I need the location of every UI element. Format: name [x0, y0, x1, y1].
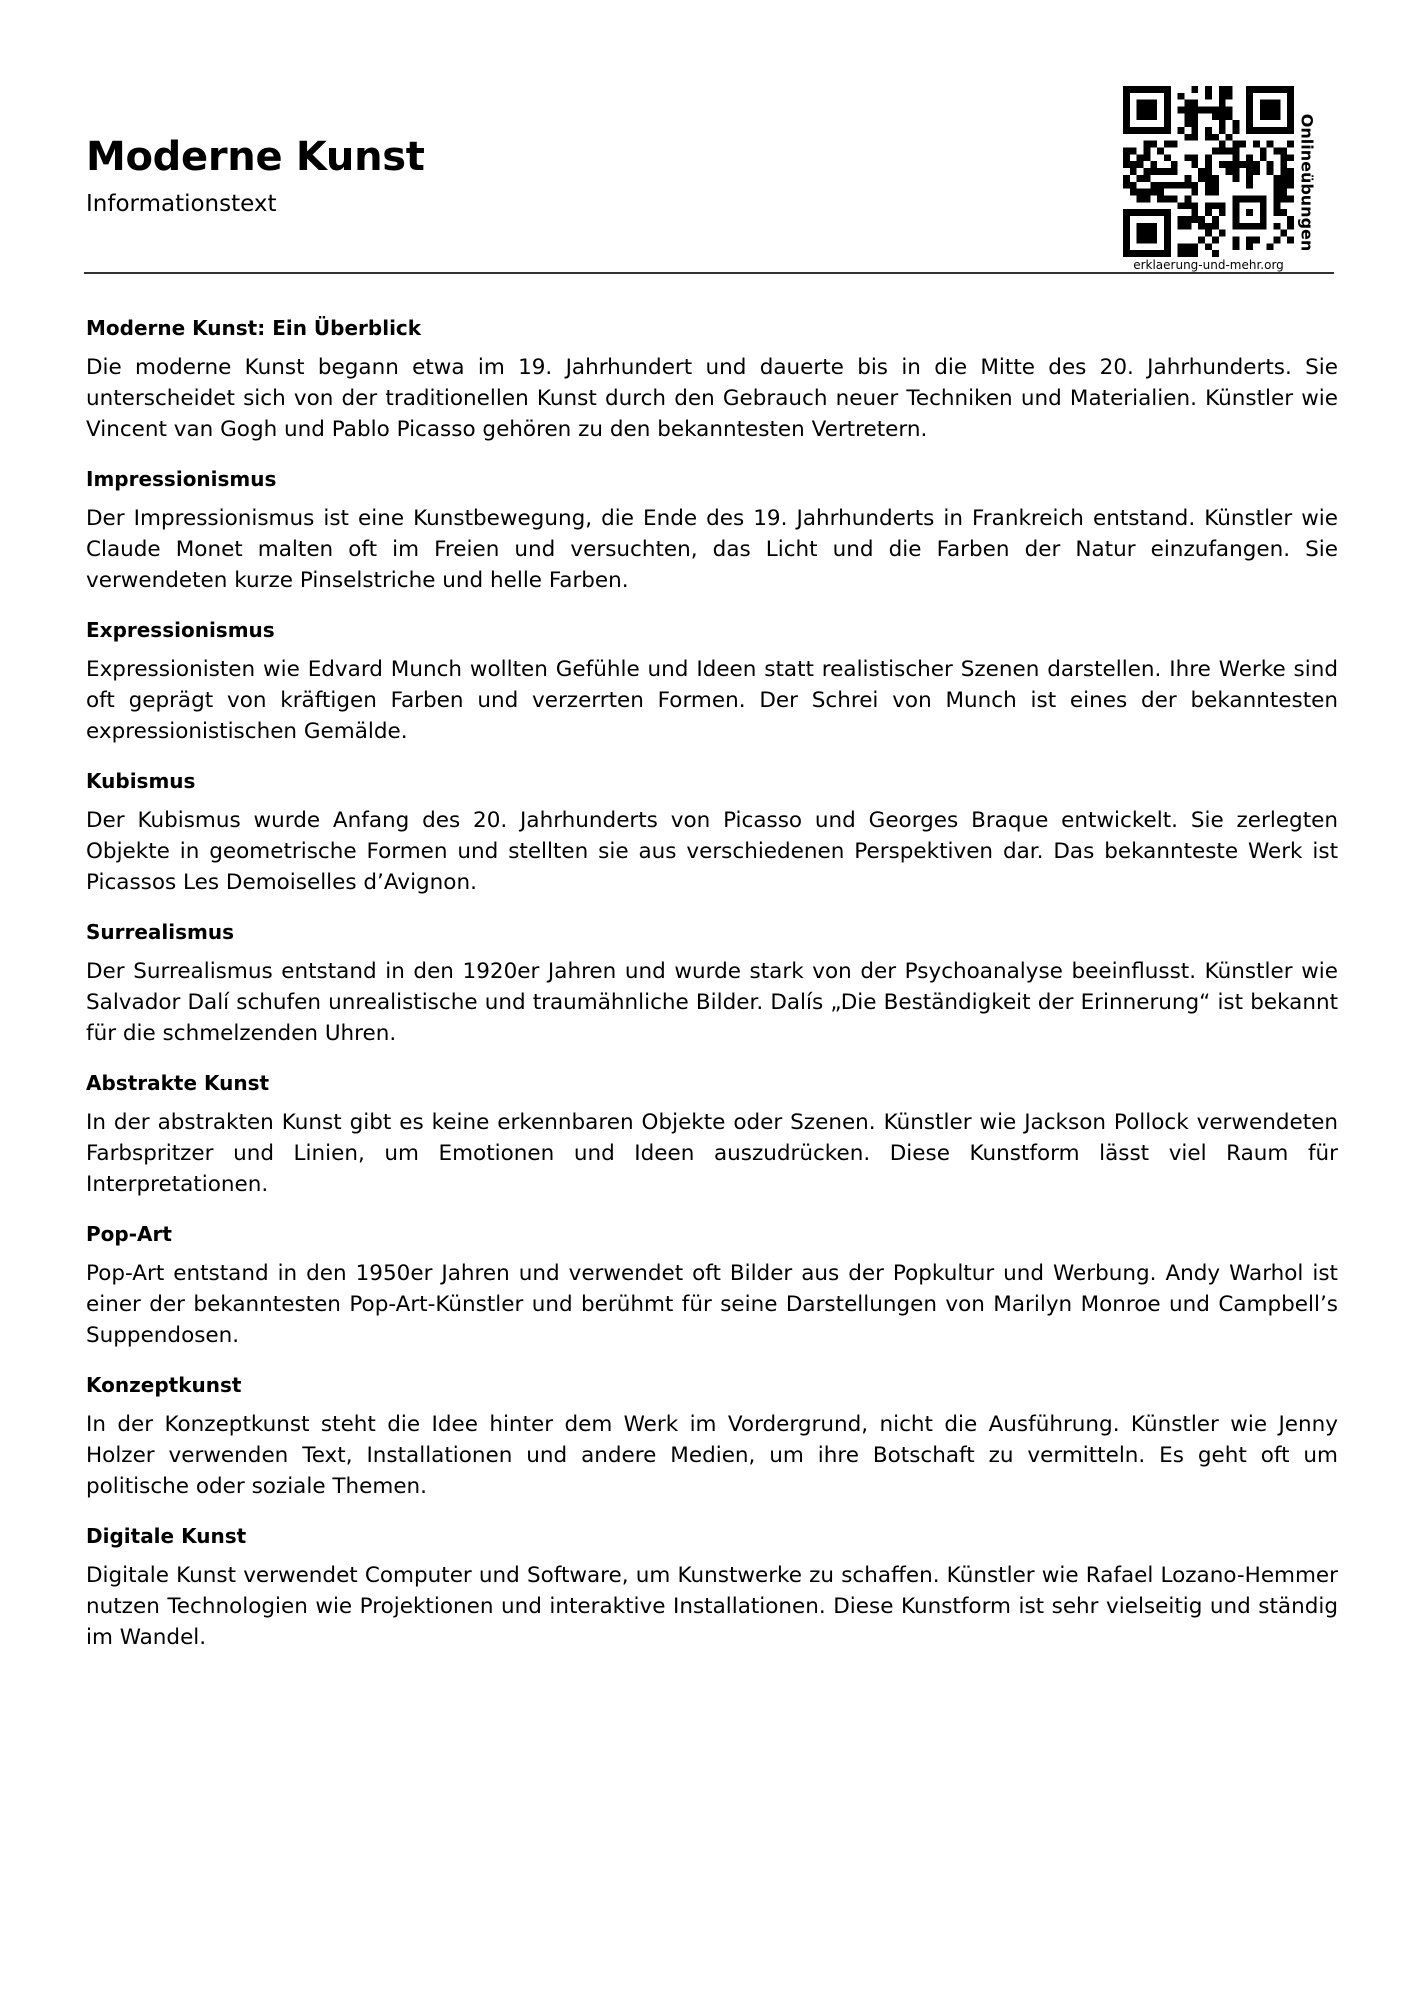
section-paragraph: Die moderne Kunst begann etwa im 19. Jahrhundert und dauerte bis in die Mitte des 20. Jahrhunderts. Sie unterscheidet sich von der traditionellen Kunst durch den Gebrauch neuer Techniken und Materialien. Künstler wie Vincent van Gogh und Pablo Picasso gehören zu den bekanntesten Vertretern.: [86, 355, 1338, 442]
section-heading: Expressionismus: [86, 618, 275, 642]
section-heading: Moderne Kunst: Ein Überblick: [86, 316, 422, 340]
section-paragraph: Der Surrealismus entstand in den 1920er Jahren und wurde stark von der Psychoanalyse beeinflusst. Künstler wie Salvador Dalí schufen unrealistische und traumähnliche Bilder. Dalís „Die Beständigkeit der Erinnerung“ ist bekannt für die schmelzenden Uhren.: [86, 959, 1338, 1046]
section-heading: Konzeptkunst: [86, 1373, 242, 1397]
section-digitale-kunst: [86, 1524, 1338, 1653]
online-exercises-label: [1292, 107, 1322, 257]
section-abstrakte-kunst: [86, 1071, 1338, 1200]
side-label-text: Onlineübungen: [1297, 113, 1317, 251]
section-heading: Digitale Kunst: [86, 1524, 247, 1548]
section-overview: [86, 316, 1338, 445]
section-paragraph: In der Konzeptkunst steht die Idee hinter dem Werk im Vordergrund, nicht die Ausführung. Künstler wie Jenny Holzer verwenden Text, Installationen und andere Medien, um ihre Botschaft zu vermitteln. Es geht oft um politische oder soziale Themen.: [86, 1412, 1338, 1499]
section-heading: Surrealismus: [86, 920, 235, 944]
section-impressionismus: [86, 467, 1338, 596]
section-paragraph: Pop-Art entstand in den 1950er Jahren und verwendet oft Bilder aus der Popkultur und Werbung. Andy Warhol ist einer der bekanntesten Pop-Art-Künstler und berühmt für seine Darstellungen von Marilyn Monroe und Campbell’s Suppendosen.: [86, 1261, 1338, 1348]
info-text-body: [86, 316, 1338, 1675]
section-kubismus: [86, 769, 1338, 898]
section-paragraph: Digitale Kunst verwendet Computer und Software, um Kunstwerke zu schaffen. Künstler wie Rafael Lozano-Hemmer nutzen Technologien wie Projektionen und interaktive Installationen. Diese Kunstform ist sehr vielseitig und ständig im Wandel.: [86, 1563, 1338, 1650]
section-paragraph: Der Impressionismus ist eine Kunstbewegung, die Ende des 19. Jahrhunderts in Frankreich entstand. Künstler wie Claude Monet malten oft im Freien und versuchten, das Licht und die Farben der Natur einzufangen. Sie verwendeten kurze Pinselstriche und helle Farben.: [86, 506, 1338, 593]
page-subtitle: Informationstext: [86, 191, 277, 217]
section-paragraph: In der abstrakten Kunst gibt es keine erkennbaren Objekte oder Szenen. Künstler wie Jackson Pollock verwendeten Farbspritzer und Linien, um Emotionen und Ideen auszudrücken. Diese Kunstform lässt viel Raum für Interpretationen.: [86, 1110, 1338, 1197]
section-pop-art: [86, 1222, 1338, 1351]
section-konzeptkunst: [86, 1373, 1338, 1502]
section-paragraph: Expressionisten wie Edvard Munch wollten Gefühle und Ideen statt realistischer Szenen darstellen. Ihre Werke sind oft geprägt von kräftigen Farben und verzerrten Formen. Der Schrei von Munch ist eines der bekanntesten expressionistischen Gemälde.: [86, 657, 1338, 744]
section-heading: Impressionismus: [86, 467, 277, 491]
section-heading: Pop-Art: [86, 1222, 172, 1246]
section-surrealismus: [86, 920, 1338, 1049]
section-heading: Kubismus: [86, 769, 196, 793]
section-paragraph: Der Kubismus wurde Anfang des 20. Jahrhunderts von Picasso und Georges Braque entwickelt. Sie zerlegten Objekte in geometrische Formen und stellten sie aus verschiedenen Perspektiven dar. Das bekannteste Werk ist Picassos Les Demoiselles d’Avignon.: [86, 808, 1338, 895]
qr-code-icon[interactable]: [1123, 86, 1294, 257]
page-title: Moderne Kunst: [86, 134, 425, 180]
header-divider: [84, 272, 1334, 274]
section-heading: Abstrakte Kunst: [86, 1071, 270, 1095]
website-link[interactable]: erklaerung-und-mehr.org: [1133, 258, 1284, 272]
section-expressionismus: [86, 618, 1338, 747]
